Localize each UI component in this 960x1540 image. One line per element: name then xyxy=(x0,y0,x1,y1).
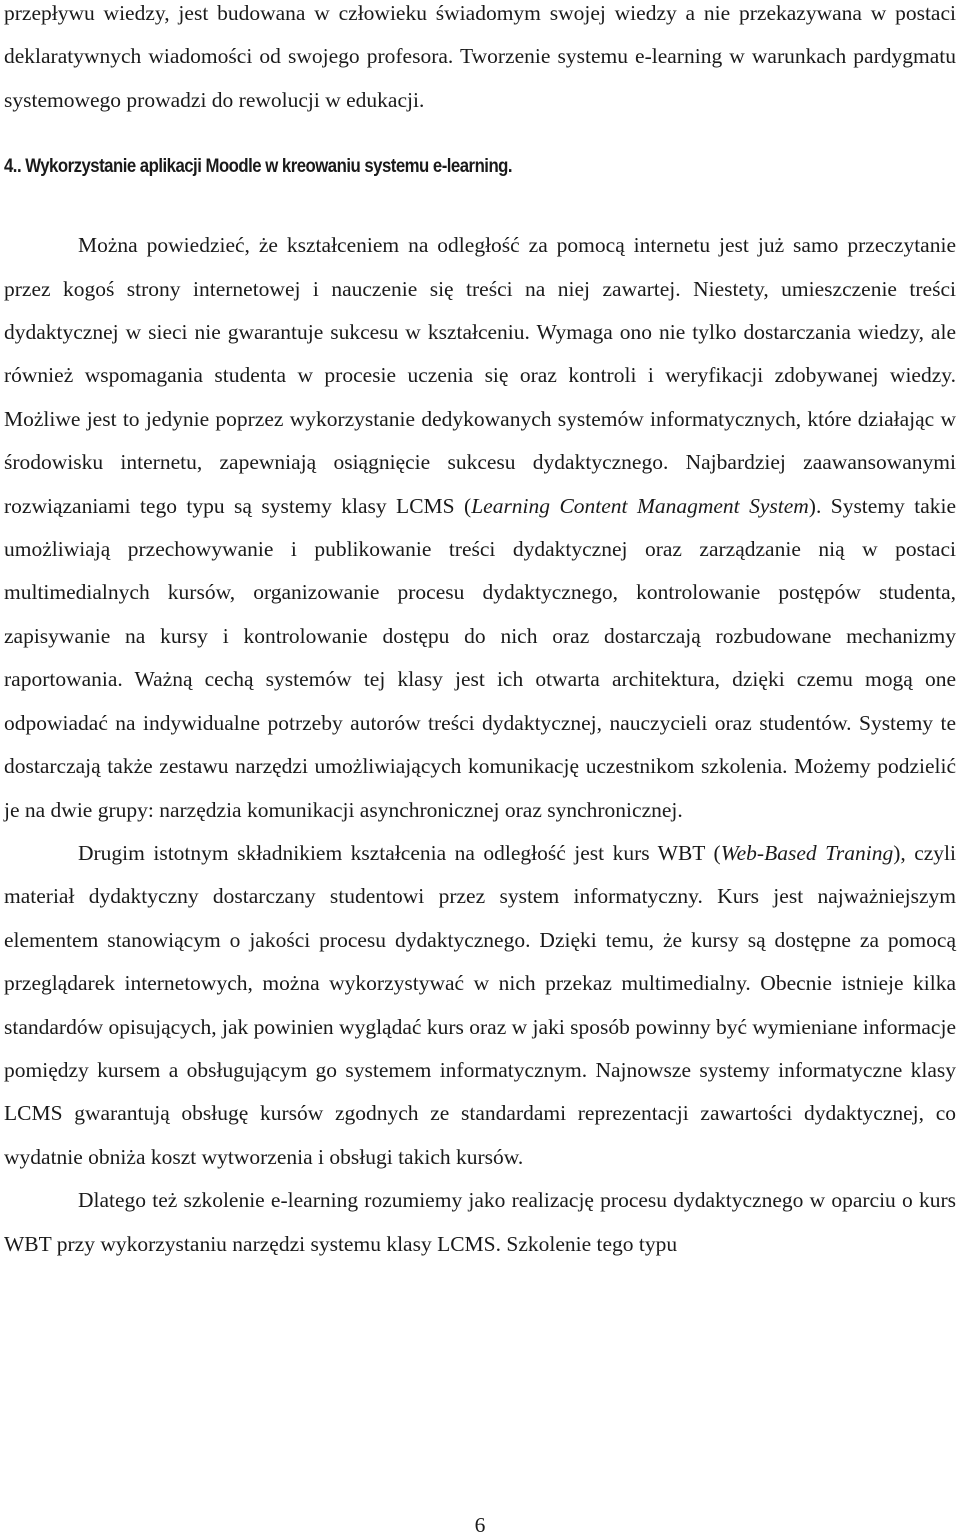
paragraph-lcms xyxy=(4,224,956,832)
paragraph-lcms-text-b: ). Systemy takie umożliwiają przechowywanie i publikowanie treści dydaktycznej oraz zarządzanie nią w postaci multimedialnych kursów, organizowanie procesu dydaktycznego, kontrolowanie postępów studenta, zapisywanie na kursy i kontrolowanie dostępu do nich oraz dostarczają rozbudowane mechanizmy raportowania. Ważną cechą systemów tej klasy jest ich otwarta architektura, dzięki czemu mogą one odpowiadać na indywidualne potrzeby autorów treści dydaktycznej, nauczycieli oraz studentów. Systemy te dostarczają także zestawu narzędzi umożliwiających komunikację uczestnikom szkolenia. Możemy podzielić je na dwie grupy: narzędzia komunikacji asynchronicznej oraz synchronicznej. xyxy=(4,493,956,822)
paragraph-wbt-text-b: ), czyli materiał dydaktyczny dostarczany studentowi przez system informatyczny. Kurs jest najważniejszym elementem stanowiącym o jakości procesu dydaktycznego. Dzięki temu, że kursy są dostępne za pomocą przeglądarek internetowych, można wykorzystywać w nich przekaz multimedialny. Obecnie istnieje kilka standardów opisujących, jak powinien wyglądać kurs oraz w jaki sposób powinny być wymieniane informacje pomiędzy kursem a obsługującym go systemem informatycznym. Najnowsze systemy informatyczne klasy LCMS gwarantują obsługę kursów zgodnych ze standardami reprezentacji zawartości dydaktycznej, co wydatnie obniża koszt wytworzenia i obsługi takich kursów. xyxy=(4,840,956,1169)
spacer xyxy=(4,181,956,224)
paragraph-lcms-italic: Learning Content Managment System xyxy=(471,493,809,518)
page-number: 6 xyxy=(474,1513,486,1537)
intro-paragraph: przepływu wiedzy, jest budowana w człowieku świadomym swojej wiedzy a nie przekazywana w postaci deklaratywnych wiadomości od swojego profesora. Tworzenie systemu e-learning w warunkach pardygmatu systemowego prowadzi do rewolucji w edukacji. xyxy=(4,1,956,112)
document-page xyxy=(4,0,956,1266)
paragraph-wbt xyxy=(4,832,956,1179)
paragraph-wbt-text-a: Drugim istotnym składnikiem kształcenia na odległość jest kurs WBT ( xyxy=(78,840,721,865)
section-heading: 4.. Wykorzystanie aplikacji Moodle w kreowaniu systemu e-learning. xyxy=(4,155,513,178)
section-heading-wrap xyxy=(4,151,956,181)
paragraph-wbt-italic: Web-Based Traning xyxy=(720,840,894,865)
paragraph-lcms-text-a: Można powiedzieć, że kształceniem na odległość za pomocą internetu jest już samo przeczytanie przez kogoś strony internetowej i nauczenie się treści na niej zawartej. Niestety, umieszczenie treści dydaktycznej w sieci nie gwarantuje sukcesu w kształceniu. Wymaga ono nie tylko dostarczania wiedzy, ale również wspomagania studenta w procesie uczenia się oraz kontroli i weryfikacji zdobywanej wiedzy. Możliwe jest to jedynie poprzez wykorzystanie dedykowanych systemów informatycznych, które działając w środowisku internetu, zapewniają osiągnięcie sukcesu dydaktycznego. Najbardziej zaawansowanymi rozwiązaniami tego typu są systemy klasy LCMS ( xyxy=(4,233,956,518)
paragraph-definition: Dlatego też szkolenie e-learning rozumiemy jako realizację procesu dydaktycznego w oparciu o kurs WBT przy wykorzystaniu narzędzi systemu klasy LCMS. Szkolenie tego typu xyxy=(4,1188,956,1256)
